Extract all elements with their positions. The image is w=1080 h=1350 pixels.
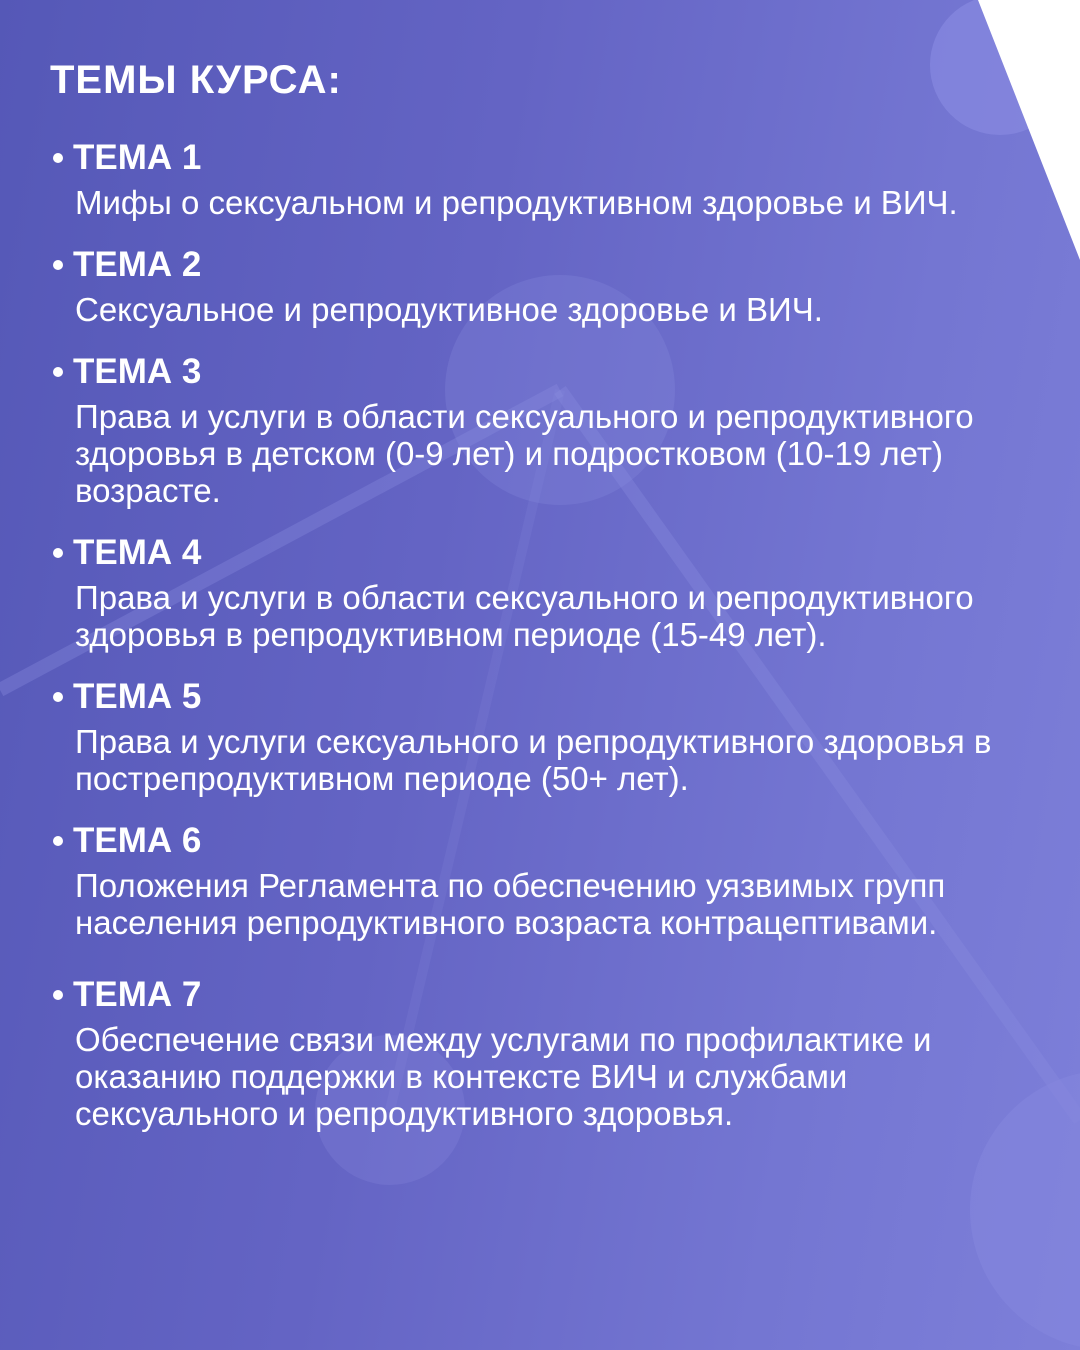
topic-title: ТЕМА 5	[73, 677, 202, 716]
topic-description: Права и услуги сексуального и репродуктивного здоровья в пострепродуктивном периоде (50+ лет).	[75, 723, 992, 797]
topic-3	[50, 350, 1010, 509]
topic-header	[50, 243, 1010, 287]
topic-description: Мифы о сексуальном и репродуктивном здоровье и ВИЧ.	[75, 184, 958, 221]
topic-description: Сексуальное и репродуктивное здоровье и ВИЧ.	[75, 291, 823, 328]
topic-header	[50, 531, 1010, 575]
bullet-icon	[53, 367, 63, 377]
topic-title: ТЕМА 2	[73, 245, 202, 284]
topic-5	[50, 675, 1010, 797]
topic-description: Права и услуги в области сексуального и репродуктивного здоровья в репродуктивном периоде (15-49 лет).	[75, 579, 974, 653]
bullet-icon	[53, 548, 63, 558]
topic-description: Права и услуги в области сексуального и репродуктивного здоровья в детском (0-9 лет) и подростковом (10-19 лет) возрасте.	[75, 398, 974, 509]
topic-7	[50, 973, 1010, 1132]
topic-title: ТЕМА 3	[73, 352, 202, 391]
topic-2	[50, 243, 1010, 328]
topic-description: Положения Регламента по обеспечению уязвимых групп населения репродуктивного возраста контрацептивами.	[75, 867, 946, 941]
bullet-icon	[53, 990, 63, 1000]
topic-header	[50, 973, 1010, 1017]
topic-header	[50, 675, 1010, 719]
course-topics	[50, 52, 1010, 1154]
topic-title: ТЕМА 1	[73, 138, 202, 177]
topic-header	[50, 819, 1010, 863]
topic-header	[50, 350, 1010, 394]
topic-description: Обеспечение связи между услугами по профилактике и оказанию поддержки в контексте ВИЧ и службами сексуального и репродуктивного здоровья.	[75, 1021, 932, 1132]
topic-6	[50, 819, 1010, 941]
bullet-icon	[53, 692, 63, 702]
topic-title: ТЕМА 7	[73, 975, 202, 1014]
bullet-icon	[53, 836, 63, 846]
topic-4	[50, 531, 1010, 653]
page-title: ТЕМЫ КУРСА:	[50, 58, 342, 102]
topic-1	[50, 136, 1010, 221]
topic-title: ТЕМА 4	[73, 533, 202, 572]
topic-header	[50, 136, 1010, 180]
bullet-icon	[53, 153, 63, 163]
bullet-icon	[53, 260, 63, 270]
topic-title: ТЕМА 6	[73, 821, 202, 860]
